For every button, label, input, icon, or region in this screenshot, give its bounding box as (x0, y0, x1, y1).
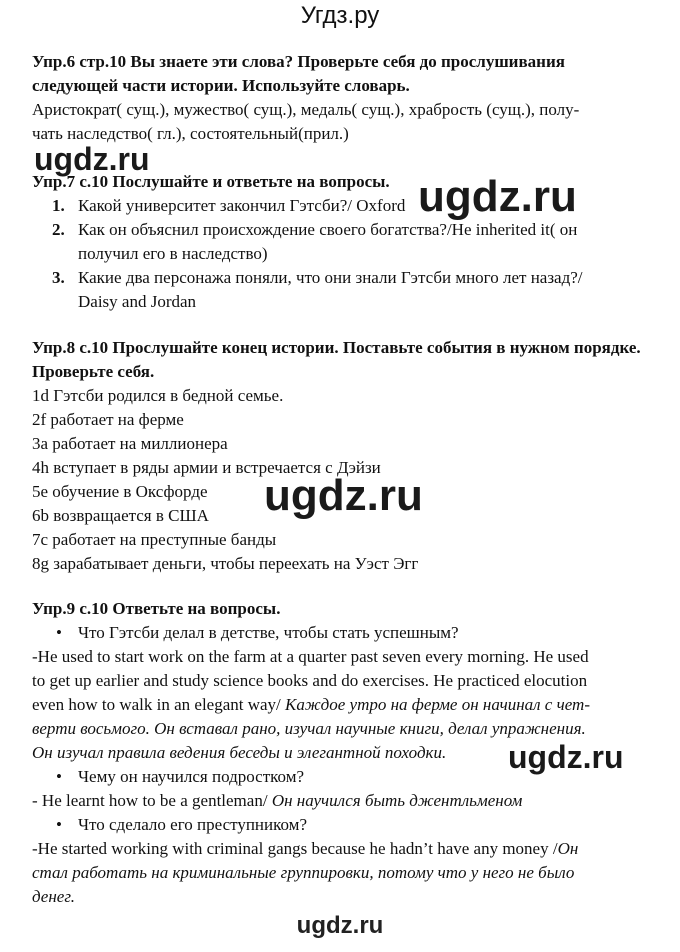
ex7-q3-line2: Daisy and Jordan (78, 292, 197, 311)
ex8-event: 8g зарабатывает деньги, чтобы переехать на Уэст Эгг (32, 554, 419, 573)
ex8-event: 2f работает на ферме (32, 410, 184, 429)
ex8-event: 4h вступает в ряды армии и встречается с Дэйзи (32, 458, 381, 477)
watermark: ugdz.ru (34, 141, 150, 177)
ex7-title: Упр.7 с.10 Послушайте и ответьте на вопросы. (32, 172, 390, 191)
ex6-title: Упр.6 стр.10 Вы знаете эти слова? Проверьте себя до прослушивания следующей части истории. Используйте словарь. (32, 52, 565, 95)
ex9-answer-3-ru-line2: стал работать на криминальные группировки, потому что у него не было (32, 863, 575, 882)
ex9-answer-1-ru-line3: Он изучал правила ведения беседы и элегантной походки. (32, 743, 447, 762)
ex9-answer-2-ru: Он научился быть джентльменом (267, 791, 523, 810)
ex9-answer-3-ru-line3: денег. (32, 887, 75, 906)
ex9-answer-1-ru: Каждое утро на ферме он начинал с чет- (280, 695, 590, 714)
ex9-title: Упр.9 с.10 Ответьте на вопросы. (32, 599, 281, 618)
ex9-answer-3-en: -He started working with criminal gangs because he hadn’t have any money / (32, 839, 558, 858)
ex9-question-1: • Что Гэтсби делал в детстве, чтобы стать успешным? (78, 621, 459, 645)
ex7-num-2: 2. (52, 220, 65, 239)
ex9-answer-1-line1: -He used to start work on the farm at a quarter past seven every morning. He used (32, 647, 589, 666)
ex7-q2-line2: получил его в наследство) (78, 244, 268, 263)
ex8-event: 7c работает на преступные банды (32, 530, 277, 549)
ex9-answer-3-ru-start: Он (557, 839, 579, 858)
ex9-answer-1-line3 (32, 693, 590, 717)
ex9-question-3: • Что сделало его преступником? (78, 813, 307, 837)
watermark: ugdz.ru (508, 739, 624, 775)
ex9-question-2: • Чему он научился подростком? (78, 765, 304, 789)
ex8-event: 1d Гэтсби родился в бедной семье. (32, 386, 284, 405)
ex8-event: 3a работает на миллионера (32, 434, 228, 453)
ex7-num-3: 3. (52, 268, 65, 287)
watermark: ugdz.ru (418, 172, 577, 221)
ex9-answer-1-ru-line2: верти восьмого. Он вставал рано, изучал научные книги, делал упражнения. (32, 719, 586, 738)
ex9-answer-3-line1 (32, 837, 578, 861)
site-footer: ugdz.ru (296, 912, 384, 939)
ex8-event: 6b возвращается в США (32, 506, 209, 525)
watermark: ugdz.ru (264, 471, 423, 520)
ex9-answer-1-en: even how to walk in an elegant way/ (32, 695, 281, 714)
ex9-answer-2 (32, 789, 522, 813)
ex9-answer-2-en: - He learnt how to be a gentleman/ (32, 791, 268, 810)
ex7-num-1: 1. (52, 196, 65, 215)
ex7-q3-line1: Какие два персонажа поняли, что они знали Гэтсби много лет назад?/ (78, 268, 583, 287)
ex8-title: Упр.8 с.10 Прослушайте конец истории. Поставьте события в нужном порядке. Проверьте себя. (32, 338, 641, 381)
ex6-line1: Аристократ( сущ.), мужество( сущ.), медаль( сущ.), храбрость (сущ.), полу- (32, 100, 580, 119)
ex8-event: 5e обучение в Оксфорде (32, 482, 208, 501)
ex7-q1: Какой университет закончил Гэтсби?/ Oxford (78, 196, 406, 215)
ex9-answer-1-line2: to get up earlier and study science books and do exercises. He practiced elocution (32, 671, 588, 690)
ex7-q2-line1: Как он объяснил происхождение своего богатства?/He inherited it( он (78, 220, 578, 239)
site-header: Угдз.ру (300, 2, 380, 29)
ex6-line2: чать наследство( гл.), состоятельный(прил.) (32, 124, 349, 143)
